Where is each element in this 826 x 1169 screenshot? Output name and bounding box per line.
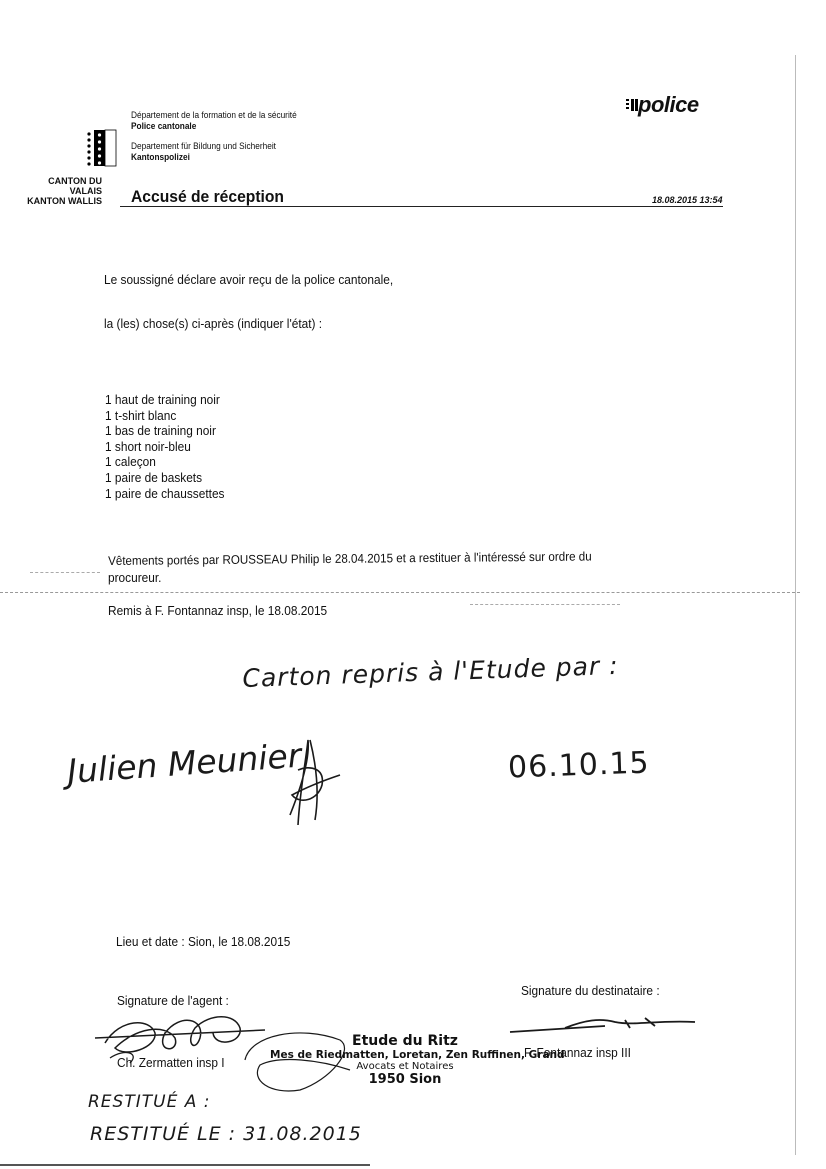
- recipient-signature-label: Signature du destinataire :: [521, 984, 660, 998]
- handwritten-pickup-note: Carton repris à l'Etude par :: [242, 650, 620, 693]
- items-list: [105, 393, 231, 502]
- handwritten-signature-meunier: [270, 730, 350, 830]
- handwritten-name: Julien Meunier: [66, 735, 303, 791]
- department-de: Departement für Bildung und Sicherheit: [131, 141, 276, 151]
- header-department-block: [131, 110, 370, 163]
- stamp-line-4: 1950 Sion: [368, 1072, 442, 1087]
- list-item: 1 paire de baskets: [105, 470, 203, 485]
- stamp-line-1: Etude du Ritz: [352, 1033, 458, 1049]
- list-item: 1 bas de training noir: [105, 424, 216, 439]
- fold-line-left: [30, 572, 100, 573]
- police-fr: Police cantonale: [131, 121, 197, 131]
- handwritten-restitue-le: RESTITUÉ LE : 31.08.2015: [90, 1123, 362, 1145]
- note-line-1: Vêtements portés par ROUSSEAU Philip le 28.04.2015 et a restituer à l'intéressé sur ordre du: [108, 549, 592, 568]
- list-item: 1 haut de training noir: [105, 393, 220, 407]
- declaration-text: Le soussigné déclare avoir reçu de la police cantonale,: [104, 273, 394, 287]
- list-item: 1 t-shirt blanc: [105, 408, 177, 423]
- scan-edge-line: [795, 55, 796, 1155]
- title-underline: [120, 206, 723, 207]
- police-de: Kantonspolizei: [131, 152, 190, 162]
- list-item: 1 short noir-bleu: [105, 439, 191, 454]
- note-line-2: procureur.: [108, 571, 162, 585]
- canton-name-de: KANTON WALLIS: [27, 196, 102, 206]
- police-logo-text: police: [638, 92, 699, 117]
- fold-line: [0, 592, 800, 593]
- handwritten-restitue-a: RESTITUÉ A :: [88, 1092, 211, 1112]
- recipient-name: F. Fontannaz insp III: [524, 1046, 631, 1060]
- canton-name: [18, 176, 102, 206]
- page-bottom-rule: [0, 1164, 370, 1166]
- list-item: 1 caleçon: [105, 455, 156, 470]
- place-date: Lieu et date : Sion, le 18.08.2015: [116, 935, 291, 949]
- document-title: Accusé de réception: [131, 187, 284, 206]
- print-datetime: 18.08.2015 13:54: [652, 195, 723, 205]
- agent-signature-label: Signature de l'agent :: [117, 994, 229, 1008]
- police-logo-mark: [626, 97, 638, 113]
- handwritten-date: 06.10.15: [507, 745, 651, 786]
- department-fr: Département de la formation et de la sécurité: [131, 110, 297, 120]
- canton-coat-of-arms: [84, 128, 118, 172]
- handed-to-text: Remis à F. Fontannaz insp, le 18.08.2015: [108, 604, 328, 618]
- agent-name: Ch. Zermatten insp I: [117, 1056, 225, 1070]
- canton-name-fr: CANTON DU VALAIS: [48, 176, 102, 196]
- fold-line-right: [470, 604, 620, 605]
- stamp-overlay-scribble: [240, 1020, 360, 1100]
- list-item: 1 paire de chaussettes: [105, 486, 225, 501]
- things-label: la (les) chose(s) ci-après (indiquer l'état) :: [104, 317, 323, 331]
- stamp-line-3: Avocats et Notaires: [356, 1061, 454, 1072]
- stamp-line-2: Mes de Riedmatten, Loretan, Zen Ruffinen, Grand: [270, 1049, 565, 1061]
- police-logo: [626, 92, 699, 118]
